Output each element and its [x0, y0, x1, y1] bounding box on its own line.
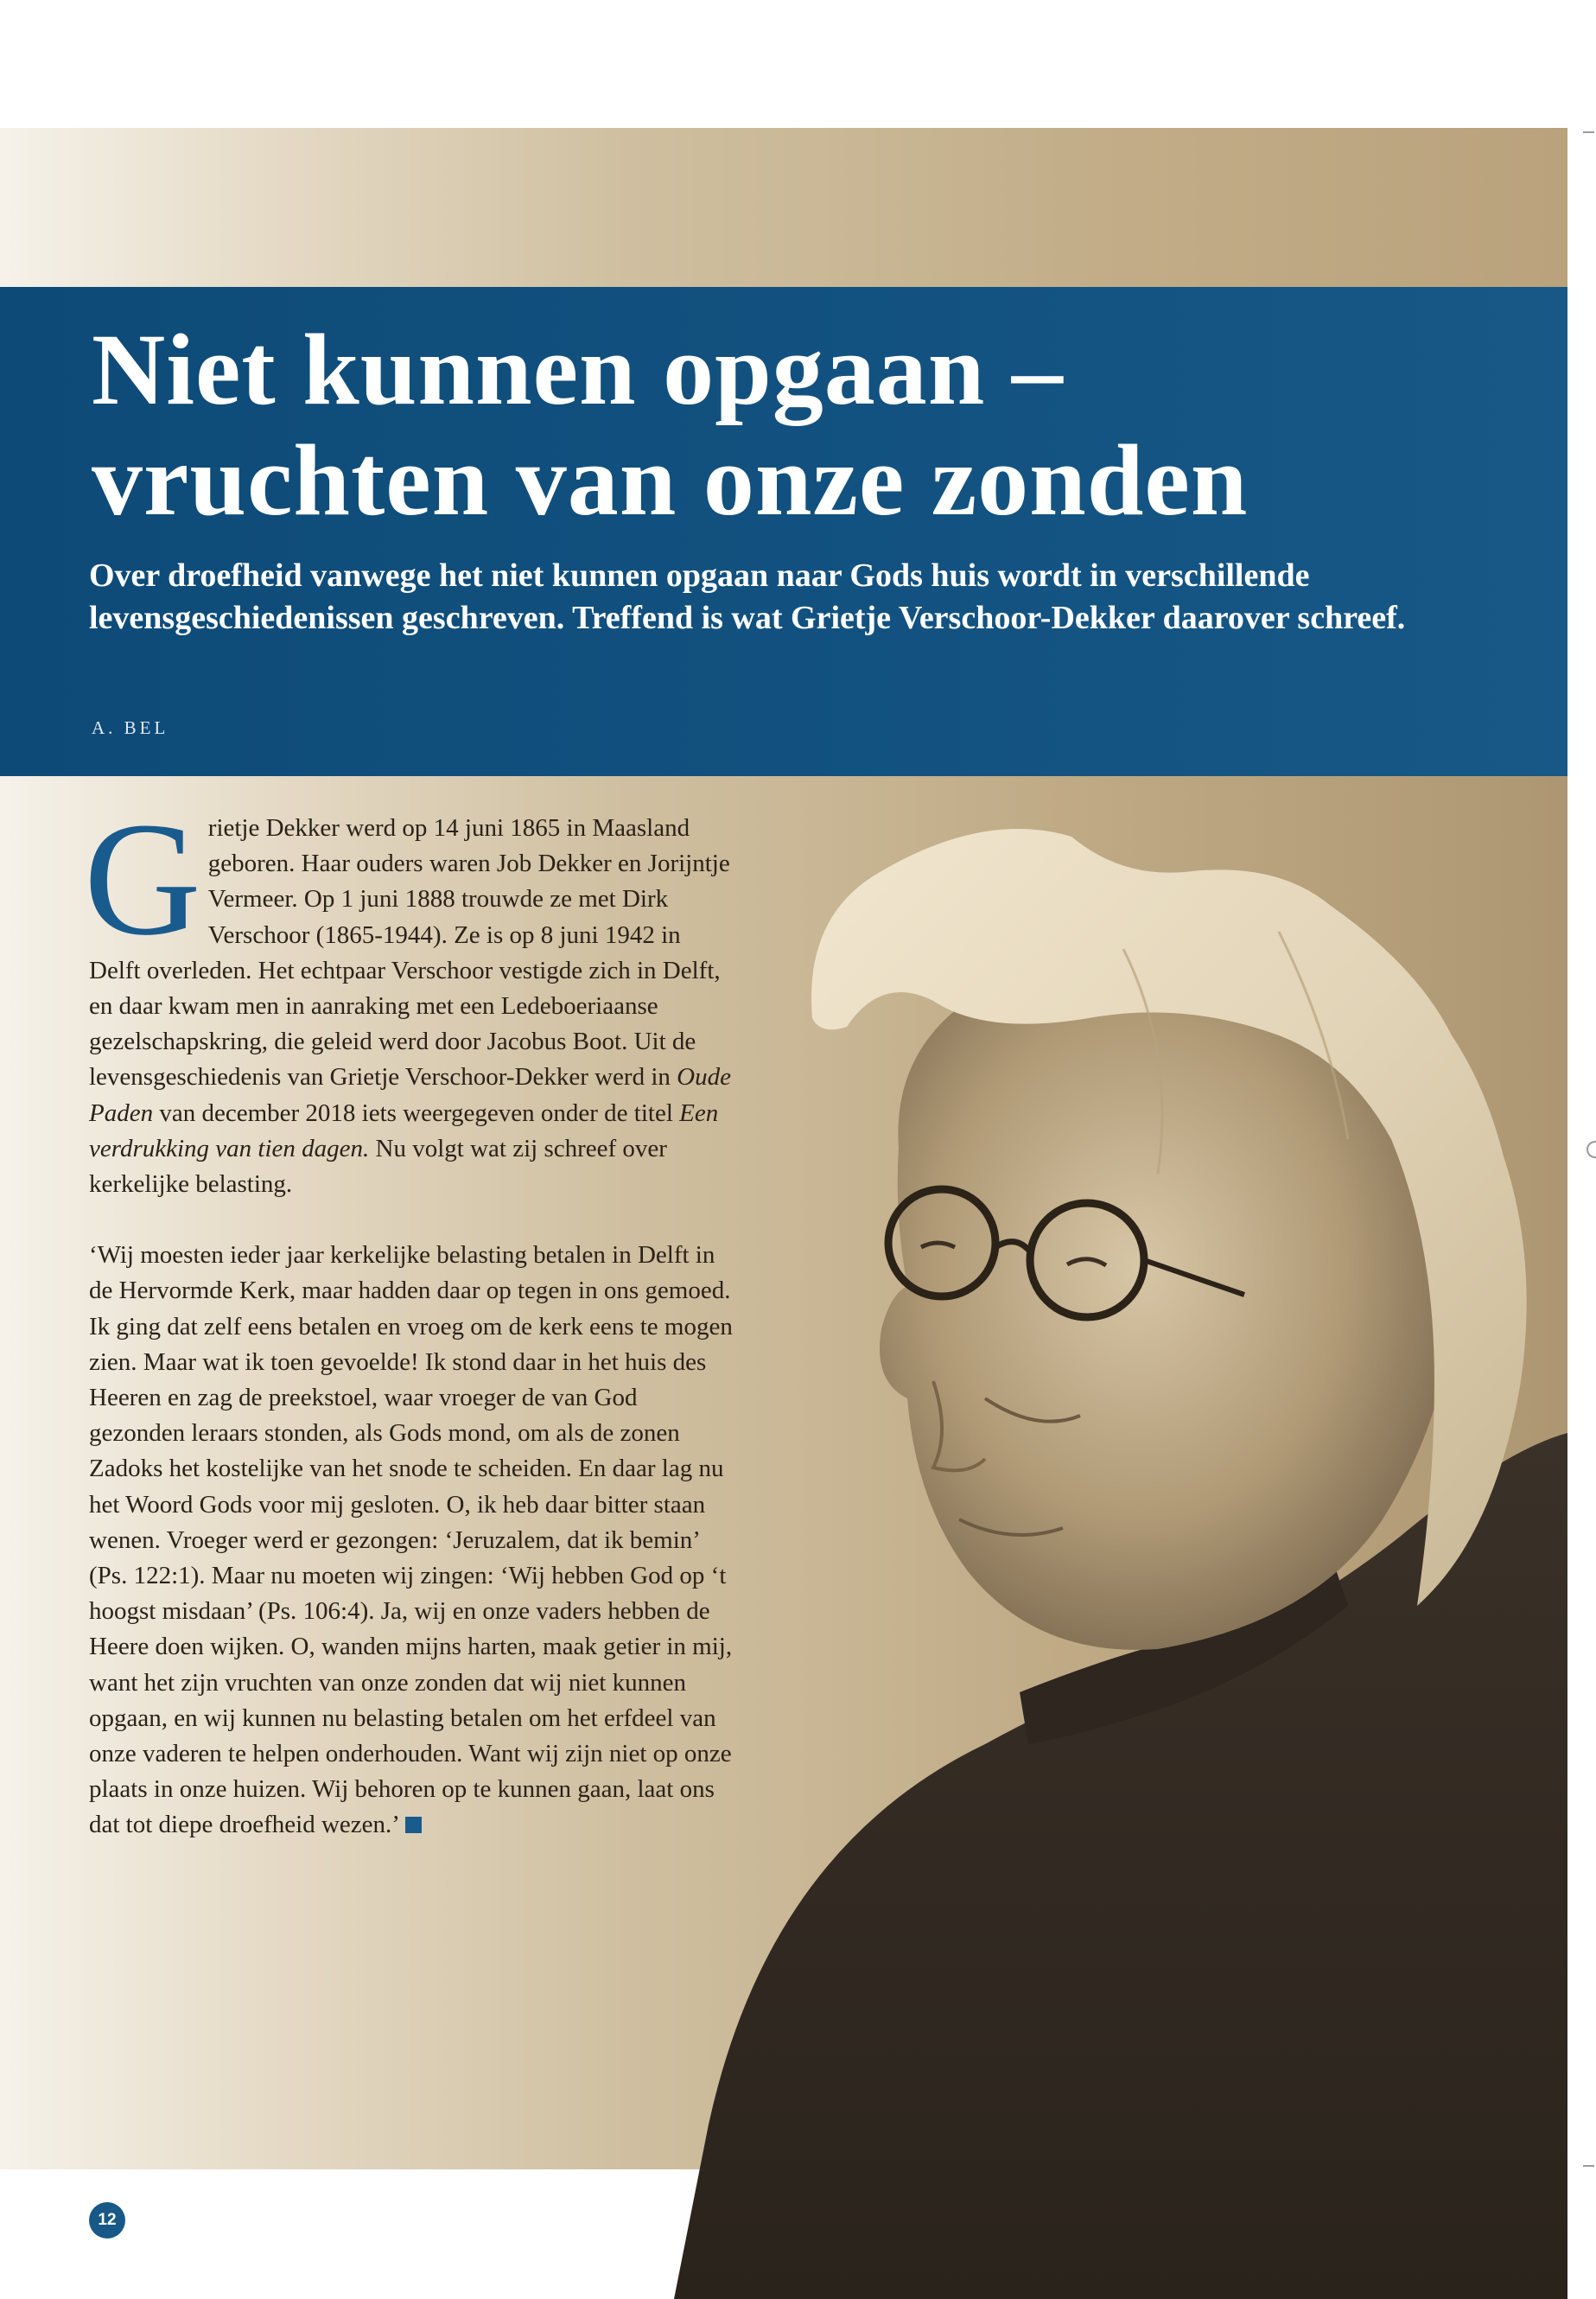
- article-title-line-2: vruchten van onze zonden: [92, 424, 1249, 537]
- paragraph-1-text-c: Nu volgt wat zij schreef over kerkelijke belasting.: [89, 1134, 667, 1199]
- article-title: [92, 315, 1509, 536]
- body-paragraph-2: [89, 1238, 737, 1843]
- paragraph-1-italic-a: Oude Paden: [89, 1063, 731, 1127]
- article-title-line-1: Niet kunnen opgaan –: [92, 313, 1064, 426]
- portrait-photo: [674, 776, 1567, 2299]
- body-paragraph-1: [84, 788, 737, 1202]
- crop-mark-middle: [1586, 1141, 1596, 1158]
- page-number-badge: 12: [89, 2202, 125, 2238]
- crop-mark-bottom: [1583, 2165, 1594, 2167]
- article-body: [84, 788, 737, 1844]
- magazine-page: [0, 128, 1567, 2229]
- paragraph-1-text-a: rietje Dekker werd op 14 juni 1865 in Maasland geboren. Haar ouders waren Job Dekker en Jorijntje Vermeer. Op 1 juni 1888 trouwde ze met Dirk Verschoor (1865-1944). Ze is op 8 juni 1942 in Delft overleden. Het echtpaar Verschoor vestigde zich in Delft, en daar kwam men in aanraking met een Ledeboeriaanse gezelschapskring, die geleid werd door Jacobus Boot. Uit de levensgeschiedenis van Grietje Verschoor-Dekker werd in: [89, 814, 730, 1092]
- article-lead: Over droefheid vanwege het niet kunnen opgaan naar Gods huis wordt in verschillende levensgeschiedenissen geschreven. Treffend is wat Grietje Verschoor-Dekker daarover schreef.: [89, 557, 1406, 636]
- article-author: A. BEL: [92, 717, 169, 738]
- paragraph-2-text: ‘Wij moesten ieder jaar kerkelijke belasting betalen in Delft in de Hervormde Kerk, maar hadden daar op tegen in ons gemoed. Ik ging dat zelf eens betalen en vroeg om de kerk eens te mogen zien. Maar wat ik toen gevoelde! Ik stond daar in het huis des Heeren en zag de preekstoel, waar vroeger de van God gezonden leraars stonden, als Gods mond, om als de zonen Zadoks het kostelijke van het snode te scheiden. En daar lag nu het Woord Gods voor mij gesloten. O, ik heb daar bitter staan wenen. Vroeger werd er gezongen: ‘Jeruzalem, dat ik bemin’ (Ps. 122:1). Maar nu moeten wij zingen: ‘Wij hebben God op ‘t hoogst misdaan’ (Ps. 106:4). Ja, wij en onze vaders hebben de Heere doen wijken. O, wanden mijns harten, maak getier in mij, want het zijn vruchten van onze zonden dat wij niet kunnen opgaan, en wij kunnen nu belasting betalen om het erfdeel van onze vaderen te helpen onderhouden. Want wij zijn niet op onze plaats in onze huizen. Wij behoren op te kunnen gaan, laat ons dat tot diepe droefheid wezen.’: [89, 1241, 733, 1839]
- drop-cap: G: [84, 788, 201, 969]
- paragraph-1-italic-b: Een verdrukking van tien dagen.: [89, 1099, 719, 1162]
- paragraph-1-text-b: van december 2018 iets weergegeven onder de titel: [153, 1099, 680, 1127]
- crop-mark-top: [1583, 131, 1594, 133]
- end-mark-icon: [405, 1817, 422, 1833]
